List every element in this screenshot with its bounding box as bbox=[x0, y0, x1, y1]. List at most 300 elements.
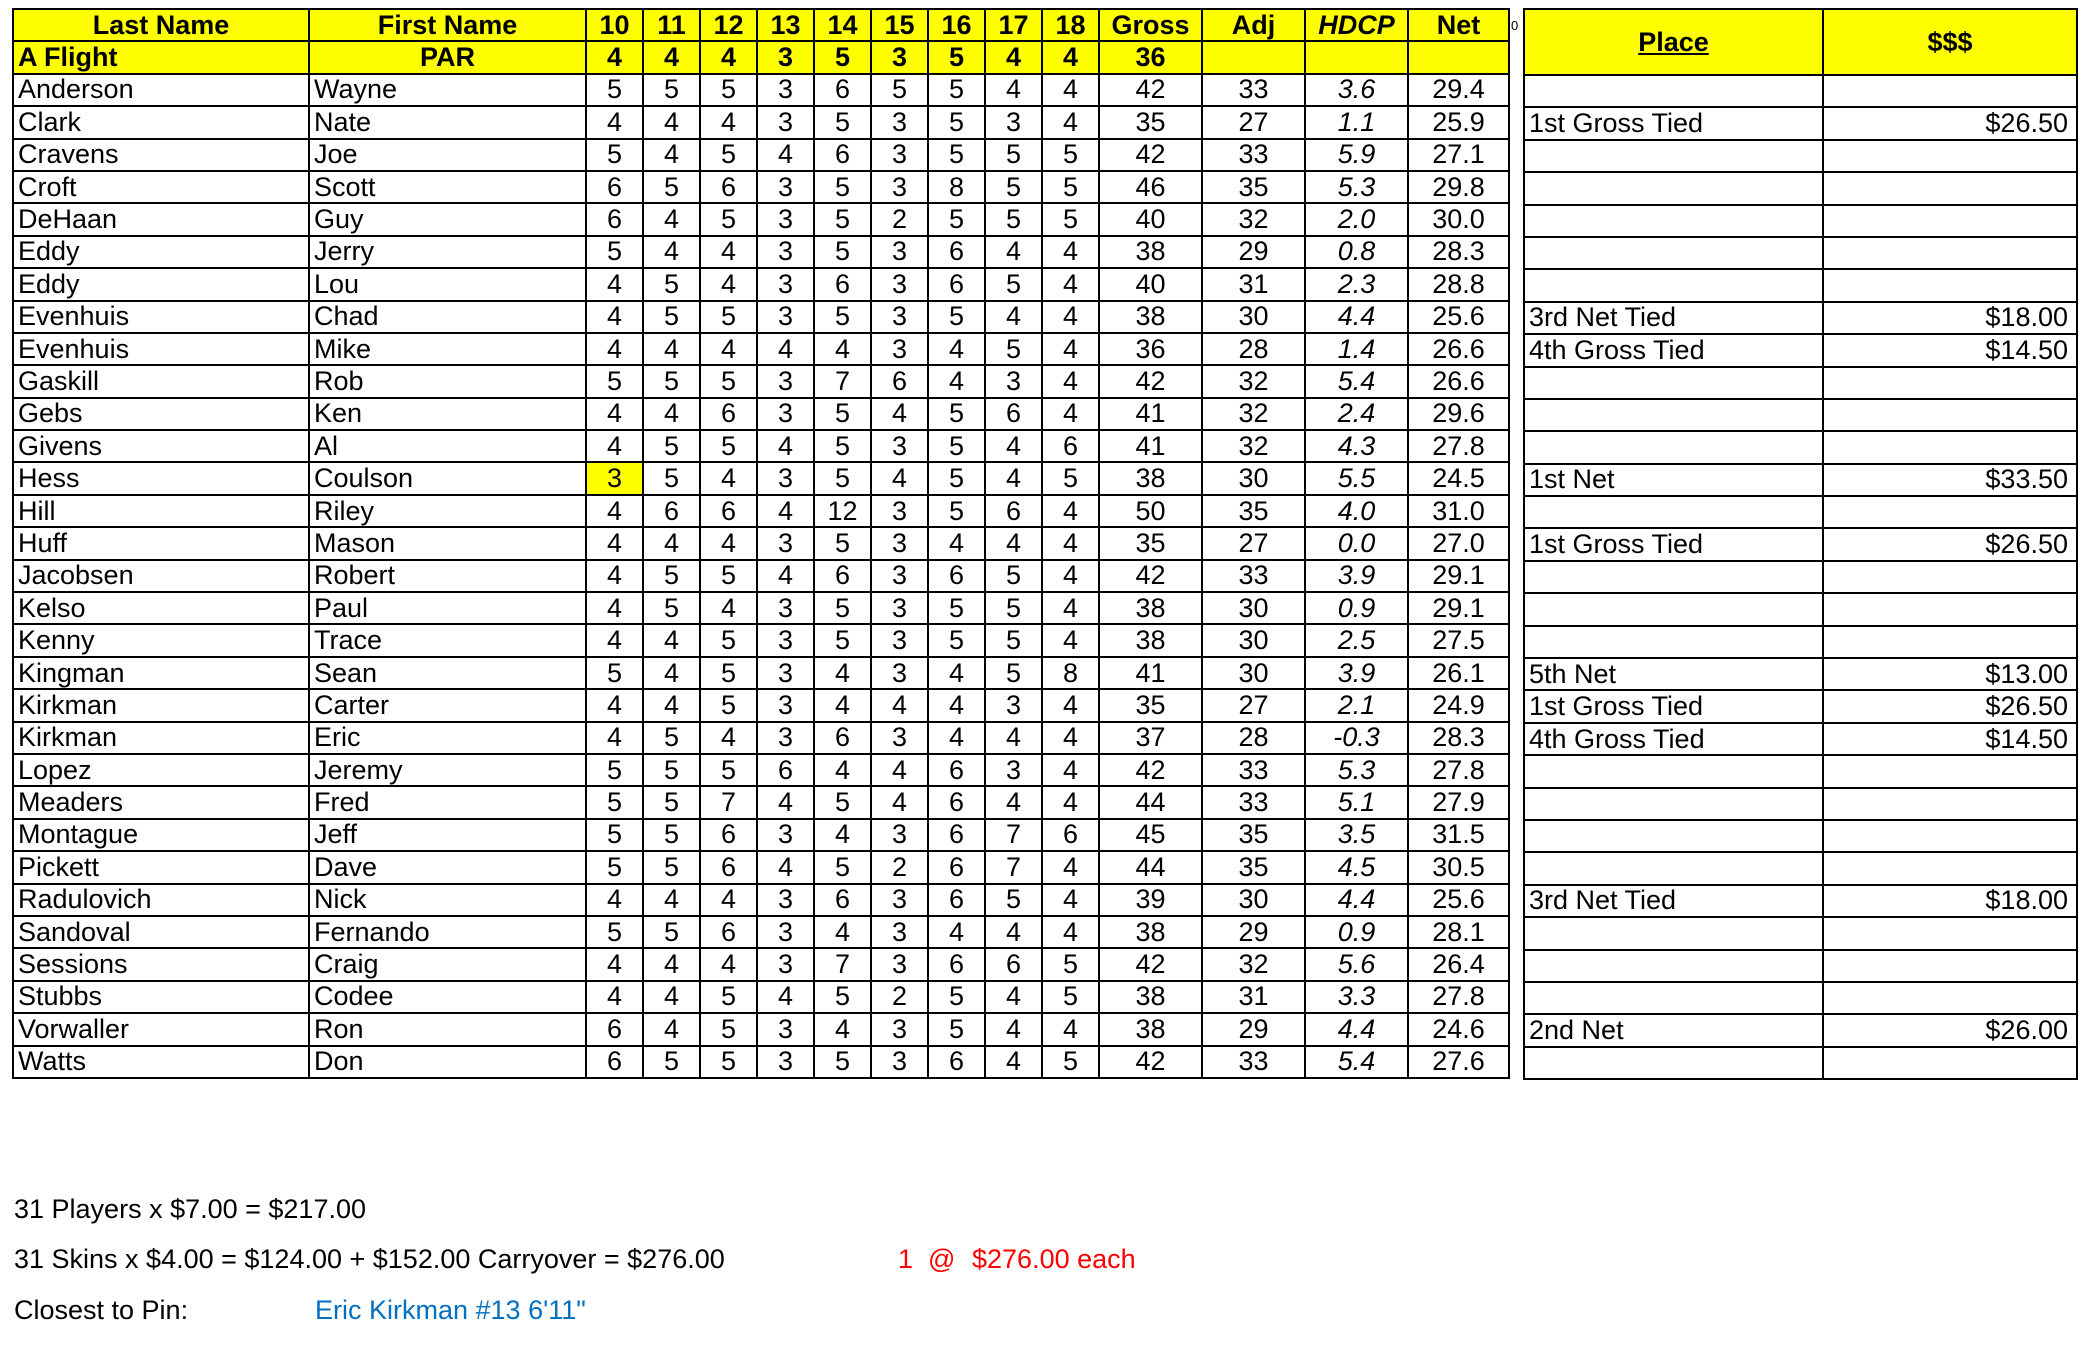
hole-score-cell: 5 bbox=[928, 592, 985, 624]
hole-score-cell: 4 bbox=[586, 430, 643, 462]
hole-score-cell: 6 bbox=[586, 203, 643, 235]
hole-score-cell: 3 bbox=[757, 624, 814, 656]
adj-cell: 27 bbox=[1202, 106, 1305, 138]
place-row bbox=[1524, 982, 2077, 1014]
place-row bbox=[1524, 593, 2077, 625]
hole-score-cell: 5 bbox=[1042, 981, 1099, 1013]
first-name-cell: Fernando bbox=[309, 916, 586, 948]
place-row bbox=[1524, 1047, 2077, 1079]
hole-score-cell: 5 bbox=[814, 851, 871, 883]
skins-payout: $276.00 each bbox=[972, 1244, 1136, 1274]
hdcp-cell: 3.9 bbox=[1305, 560, 1408, 592]
net-cell: 27.5 bbox=[1408, 624, 1509, 656]
hole-score-cell: 4 bbox=[1042, 301, 1099, 333]
hole-score-cell: 5 bbox=[643, 171, 700, 203]
par-value: 4 bbox=[1042, 41, 1099, 73]
net-cell: 29.6 bbox=[1408, 398, 1509, 430]
par-value: 5 bbox=[814, 41, 871, 73]
money-cell bbox=[1823, 1047, 2077, 1079]
place-row bbox=[1524, 399, 2077, 431]
hole-header: 17 bbox=[985, 9, 1042, 41]
hole-score-cell: 2 bbox=[871, 981, 928, 1013]
adj-cell: 27 bbox=[1202, 527, 1305, 559]
adj-cell: 28 bbox=[1202, 722, 1305, 754]
first-name-cell: Dave bbox=[309, 851, 586, 883]
money-cell: $26.50 bbox=[1823, 690, 2077, 722]
hole-score-cell: 6 bbox=[985, 398, 1042, 430]
hole-score-cell: 4 bbox=[757, 333, 814, 365]
hole-score-cell: 6 bbox=[700, 851, 757, 883]
hole-score-cell: 3 bbox=[871, 1046, 928, 1078]
hole-score-cell: 4 bbox=[757, 851, 814, 883]
place-header-row bbox=[1524, 9, 2077, 75]
hole-score-cell: 5 bbox=[643, 74, 700, 106]
adj-cell: 35 bbox=[1202, 819, 1305, 851]
hole-score-cell: 4 bbox=[871, 689, 928, 721]
par-value: 4 bbox=[643, 41, 700, 73]
player-row bbox=[13, 398, 1509, 430]
hole-score-cell: 8 bbox=[928, 171, 985, 203]
hole-score-cell: 3 bbox=[757, 171, 814, 203]
last-name-cell: Clark bbox=[13, 106, 309, 138]
gross-cell: 44 bbox=[1099, 786, 1202, 818]
hole-header: 13 bbox=[757, 9, 814, 41]
adj-header: Adj bbox=[1202, 9, 1305, 41]
hole-score-cell: 4 bbox=[586, 398, 643, 430]
hole-score-cell: 4 bbox=[700, 333, 757, 365]
net-cell: 27.6 bbox=[1408, 1046, 1509, 1078]
net-cell: 29.1 bbox=[1408, 592, 1509, 624]
money-cell bbox=[1823, 205, 2077, 237]
gross-cell: 35 bbox=[1099, 527, 1202, 559]
hole-score-cell: 7 bbox=[700, 786, 757, 818]
first-name-cell: Chad bbox=[309, 301, 586, 333]
hole-score-cell: 4 bbox=[700, 106, 757, 138]
player-row bbox=[13, 624, 1509, 656]
hole-score-cell: 5 bbox=[1042, 139, 1099, 171]
adj-cell: 29 bbox=[1202, 1013, 1305, 1045]
hole-score-cell: 5 bbox=[643, 560, 700, 592]
adj-cell: 33 bbox=[1202, 74, 1305, 106]
hole-score-cell: 3 bbox=[757, 948, 814, 980]
hole-score-cell: 5 bbox=[814, 592, 871, 624]
hole-score-cell: 3 bbox=[871, 916, 928, 948]
hole-score-cell: 5 bbox=[871, 74, 928, 106]
hole-score-cell: 3 bbox=[871, 268, 928, 300]
net-cell: 27.8 bbox=[1408, 981, 1509, 1013]
first-name-cell: Don bbox=[309, 1046, 586, 1078]
hole-score-cell: 4 bbox=[871, 462, 928, 494]
header-row bbox=[13, 9, 1509, 41]
place-cell bbox=[1524, 399, 1823, 431]
hole-score-cell: 6 bbox=[1042, 819, 1099, 851]
hole-score-cell: 5 bbox=[928, 624, 985, 656]
net-cell: 27.9 bbox=[1408, 786, 1509, 818]
hole-score-cell: 5 bbox=[1042, 203, 1099, 235]
player-row bbox=[13, 916, 1509, 948]
skins-at: @ bbox=[928, 1244, 956, 1274]
money-header: $$$ bbox=[1823, 9, 2077, 75]
place-cell bbox=[1524, 1047, 1823, 1079]
hole-score-cell: 5 bbox=[928, 1013, 985, 1045]
hole-score-cell: 5 bbox=[928, 106, 985, 138]
last-name-cell: Cravens bbox=[13, 139, 309, 171]
hole-score-cell: 4 bbox=[985, 786, 1042, 818]
first-name-cell: Riley bbox=[309, 495, 586, 527]
hole-score-cell: 3 bbox=[757, 884, 814, 916]
gross-cell: 37 bbox=[1099, 722, 1202, 754]
adj-cell: 32 bbox=[1202, 365, 1305, 397]
hdcp-cell: 5.3 bbox=[1305, 171, 1408, 203]
hdcp-cell: 4.0 bbox=[1305, 495, 1408, 527]
adj-cell: 35 bbox=[1202, 495, 1305, 527]
hole-score-cell: 4 bbox=[643, 657, 700, 689]
gross-cell: 38 bbox=[1099, 236, 1202, 268]
hole-score-cell: 4 bbox=[985, 916, 1042, 948]
money-cell: $33.50 bbox=[1823, 464, 2077, 496]
hole-score-cell: 5 bbox=[928, 495, 985, 527]
money-cell: $13.00 bbox=[1823, 658, 2077, 690]
hole-score-cell: 4 bbox=[700, 268, 757, 300]
last-name-cell: DeHaan bbox=[13, 203, 309, 235]
hole-score-cell: 4 bbox=[586, 560, 643, 592]
place-row bbox=[1524, 302, 2077, 334]
player-row bbox=[13, 1046, 1509, 1078]
player-row bbox=[13, 462, 1509, 494]
hdcp-header: HDCP bbox=[1305, 9, 1408, 41]
hdcp-cell: 4.3 bbox=[1305, 430, 1408, 462]
hole-score-cell: 5 bbox=[700, 301, 757, 333]
place-cell bbox=[1524, 140, 1823, 172]
net-cell: 26.1 bbox=[1408, 657, 1509, 689]
hdcp-cell: 5.4 bbox=[1305, 1046, 1408, 1078]
adj-cell: 32 bbox=[1202, 398, 1305, 430]
hole-score-cell: 4 bbox=[586, 948, 643, 980]
hole-score-cell: 4 bbox=[1042, 106, 1099, 138]
hole-score-cell: 4 bbox=[814, 333, 871, 365]
hole-score-cell: 5 bbox=[700, 657, 757, 689]
last-name-cell: Kirkman bbox=[13, 722, 309, 754]
place-cell: 3rd Net Tied bbox=[1524, 885, 1823, 917]
hole-score-cell: 4 bbox=[586, 722, 643, 754]
money-cell bbox=[1823, 140, 2077, 172]
hole-score-cell: 5 bbox=[586, 365, 643, 397]
gross-cell: 40 bbox=[1099, 268, 1202, 300]
par-value: 4 bbox=[700, 41, 757, 73]
gross-cell: 39 bbox=[1099, 884, 1202, 916]
net-cell: 28.3 bbox=[1408, 236, 1509, 268]
money-cell bbox=[1823, 561, 2077, 593]
net-cell: 24.9 bbox=[1408, 689, 1509, 721]
last-name-cell: Anderson bbox=[13, 74, 309, 106]
place-row bbox=[1524, 950, 2077, 982]
hole-score-cell: 4 bbox=[586, 495, 643, 527]
hole-score-cell: 2 bbox=[871, 203, 928, 235]
hole-score-cell: 3 bbox=[757, 819, 814, 851]
hole-score-cell: 4 bbox=[1042, 74, 1099, 106]
hole-score-cell: 5 bbox=[700, 74, 757, 106]
place-cell bbox=[1524, 496, 1823, 528]
hole-score-cell: 7 bbox=[985, 851, 1042, 883]
hole-score-cell: 6 bbox=[928, 236, 985, 268]
hole-score-cell: 5 bbox=[700, 981, 757, 1013]
net-cell: 28.3 bbox=[1408, 722, 1509, 754]
place-row bbox=[1524, 367, 2077, 399]
hole-score-cell: 6 bbox=[814, 74, 871, 106]
first-name-cell: Nate bbox=[309, 106, 586, 138]
hole-score-cell: 6 bbox=[985, 495, 1042, 527]
hole-score-cell: 4 bbox=[700, 722, 757, 754]
hole-score-cell: 5 bbox=[928, 981, 985, 1013]
last-name-cell: Kelso bbox=[13, 592, 309, 624]
hole-score-cell: 4 bbox=[586, 268, 643, 300]
hole-score-cell: 5 bbox=[1042, 462, 1099, 494]
net-cell: 31.5 bbox=[1408, 819, 1509, 851]
hole-score-cell: 3 bbox=[871, 495, 928, 527]
net-cell: 28.1 bbox=[1408, 916, 1509, 948]
place-cell bbox=[1524, 917, 1823, 949]
hole-score-cell: 4 bbox=[871, 398, 928, 430]
hole-score-cell: 4 bbox=[928, 916, 985, 948]
hole-score-cell: 4 bbox=[1042, 786, 1099, 818]
hole-score-cell: 4 bbox=[586, 333, 643, 365]
hole-score-cell: 6 bbox=[928, 268, 985, 300]
hole-score-cell: 3 bbox=[757, 301, 814, 333]
hole-score-cell: 3 bbox=[871, 624, 928, 656]
last-name-cell: Evenhuis bbox=[13, 333, 309, 365]
gross-cell: 35 bbox=[1099, 689, 1202, 721]
player-row bbox=[13, 560, 1509, 592]
hole-score-cell: 5 bbox=[700, 560, 757, 592]
hole-score-cell: 4 bbox=[814, 819, 871, 851]
last-name-cell: Huff bbox=[13, 527, 309, 559]
hdcp-cell: 4.4 bbox=[1305, 301, 1408, 333]
player-row bbox=[13, 884, 1509, 916]
player-row bbox=[13, 203, 1509, 235]
hdcp-cell: 3.9 bbox=[1305, 657, 1408, 689]
place-row bbox=[1524, 237, 2077, 269]
hole-score-cell: 4 bbox=[757, 981, 814, 1013]
player-row bbox=[13, 657, 1509, 689]
place-row bbox=[1524, 140, 2077, 172]
place-cell: 1st Gross Tied bbox=[1524, 528, 1823, 560]
last-name-cell: Hill bbox=[13, 495, 309, 527]
place-row bbox=[1524, 334, 2077, 366]
last-name-cell: Pickett bbox=[13, 851, 309, 883]
hole-score-cell: 4 bbox=[928, 689, 985, 721]
hole-score-cell: 4 bbox=[643, 689, 700, 721]
hole-score-cell: 3 bbox=[586, 462, 643, 494]
hole-score-cell: 3 bbox=[871, 106, 928, 138]
first-name-cell: Carter bbox=[309, 689, 586, 721]
last-name-cell: Croft bbox=[13, 171, 309, 203]
gross-cell: 42 bbox=[1099, 1046, 1202, 1078]
hole-score-cell: 6 bbox=[928, 560, 985, 592]
adj-cell: 28 bbox=[1202, 333, 1305, 365]
par-value: 5 bbox=[928, 41, 985, 73]
last-name-cell: Radulovich bbox=[13, 884, 309, 916]
hole-score-cell: 5 bbox=[985, 171, 1042, 203]
hdcp-cell: 5.9 bbox=[1305, 139, 1408, 171]
money-cell: $26.50 bbox=[1823, 107, 2077, 139]
adj-cell: 31 bbox=[1202, 268, 1305, 300]
place-row bbox=[1524, 658, 2077, 690]
last-name-cell: Givens bbox=[13, 430, 309, 462]
money-cell bbox=[1823, 172, 2077, 204]
last-name-cell: Sessions bbox=[13, 948, 309, 980]
net-cell: 30.0 bbox=[1408, 203, 1509, 235]
hole-score-cell: 3 bbox=[757, 268, 814, 300]
hole-score-cell: 4 bbox=[643, 139, 700, 171]
first-name-cell: Coulson bbox=[309, 462, 586, 494]
hole-score-cell: 3 bbox=[985, 689, 1042, 721]
hole-score-cell: 5 bbox=[643, 301, 700, 333]
money-cell bbox=[1823, 367, 2077, 399]
hole-score-cell: 4 bbox=[1042, 365, 1099, 397]
gross-cell: 46 bbox=[1099, 171, 1202, 203]
hole-score-cell: 5 bbox=[586, 819, 643, 851]
place-cell: 1st Gross Tied bbox=[1524, 107, 1823, 139]
net-cell: 30.5 bbox=[1408, 851, 1509, 883]
hole-score-cell: 5 bbox=[928, 74, 985, 106]
money-cell bbox=[1823, 269, 2077, 301]
hdcp-cell: 5.3 bbox=[1305, 754, 1408, 786]
hole-score-cell: 5 bbox=[1042, 1046, 1099, 1078]
adj-cell: 29 bbox=[1202, 236, 1305, 268]
hole-score-cell: 4 bbox=[586, 624, 643, 656]
hole-score-cell: 4 bbox=[1042, 1013, 1099, 1045]
place-cell bbox=[1524, 950, 1823, 982]
place-cell bbox=[1524, 237, 1823, 269]
place-cell bbox=[1524, 626, 1823, 658]
player-row bbox=[13, 333, 1509, 365]
flight-label: A Flight bbox=[13, 41, 309, 73]
par-value: 4 bbox=[985, 41, 1042, 73]
adj-cell: 33 bbox=[1202, 786, 1305, 818]
last-name-cell: Eddy bbox=[13, 268, 309, 300]
hole-score-cell: 4 bbox=[700, 884, 757, 916]
hole-score-cell: 4 bbox=[985, 722, 1042, 754]
hdcp-cell: 3.6 bbox=[1305, 74, 1408, 106]
player-row bbox=[13, 786, 1509, 818]
hole-score-cell: 7 bbox=[814, 948, 871, 980]
hole-score-cell: 5 bbox=[643, 722, 700, 754]
hole-score-cell: 4 bbox=[928, 333, 985, 365]
money-cell bbox=[1823, 75, 2077, 107]
hole-score-cell: 3 bbox=[757, 527, 814, 559]
place-row bbox=[1524, 464, 2077, 496]
money-cell bbox=[1823, 496, 2077, 528]
hole-score-cell: 4 bbox=[700, 527, 757, 559]
hole-score-cell: 5 bbox=[700, 139, 757, 171]
money-cell: $14.50 bbox=[1823, 334, 2077, 366]
hole-score-cell: 4 bbox=[1042, 527, 1099, 559]
hole-score-cell: 5 bbox=[700, 754, 757, 786]
hole-score-cell: 5 bbox=[643, 851, 700, 883]
hole-score-cell: 5 bbox=[814, 1046, 871, 1078]
hole-score-cell: 6 bbox=[1042, 430, 1099, 462]
hole-score-cell: 4 bbox=[643, 1013, 700, 1045]
player-row bbox=[13, 527, 1509, 559]
player-row bbox=[13, 236, 1509, 268]
gross-cell: 38 bbox=[1099, 1013, 1202, 1045]
net-cell: 27.0 bbox=[1408, 527, 1509, 559]
place-row bbox=[1524, 917, 2077, 949]
hole-score-cell: 3 bbox=[871, 819, 928, 851]
first-name-cell: Paul bbox=[309, 592, 586, 624]
adj-cell: 30 bbox=[1202, 657, 1305, 689]
hdcp-cell: 0.9 bbox=[1305, 916, 1408, 948]
net-cell: 31.0 bbox=[1408, 495, 1509, 527]
hdcp-cell: 2.4 bbox=[1305, 398, 1408, 430]
net-cell: 26.6 bbox=[1408, 333, 1509, 365]
hole-score-cell: 5 bbox=[928, 430, 985, 462]
hole-score-cell: 5 bbox=[814, 236, 871, 268]
player-row bbox=[13, 592, 1509, 624]
hole-score-cell: 5 bbox=[700, 365, 757, 397]
hole-score-cell: 5 bbox=[643, 462, 700, 494]
gross-cell: 38 bbox=[1099, 592, 1202, 624]
hole-score-cell: 3 bbox=[985, 106, 1042, 138]
hole-score-cell: 5 bbox=[643, 819, 700, 851]
money-cell: $18.00 bbox=[1823, 302, 2077, 334]
hole-score-cell: 4 bbox=[871, 786, 928, 818]
place-cell bbox=[1524, 172, 1823, 204]
hole-score-cell: 7 bbox=[814, 365, 871, 397]
hole-score-cell: 3 bbox=[871, 657, 928, 689]
place-row bbox=[1524, 75, 2077, 107]
player-row bbox=[13, 171, 1509, 203]
hole-score-cell: 4 bbox=[643, 398, 700, 430]
hdcp-cell: 2.3 bbox=[1305, 268, 1408, 300]
first-name-cell: Joe bbox=[309, 139, 586, 171]
place-row bbox=[1524, 723, 2077, 755]
first-name-cell: Rob bbox=[309, 365, 586, 397]
hole-score-cell: 4 bbox=[814, 1013, 871, 1045]
place-row bbox=[1524, 107, 2077, 139]
hole-score-cell: 6 bbox=[814, 722, 871, 754]
hole-score-cell: 6 bbox=[928, 1046, 985, 1078]
money-cell bbox=[1823, 755, 2077, 787]
adj-cell: 33 bbox=[1202, 754, 1305, 786]
hole-score-cell: 3 bbox=[985, 365, 1042, 397]
first-name-cell: Trace bbox=[309, 624, 586, 656]
adj-cell: 30 bbox=[1202, 462, 1305, 494]
hole-score-cell: 4 bbox=[1042, 592, 1099, 624]
hole-score-cell: 5 bbox=[1042, 171, 1099, 203]
last-name-cell: Montague bbox=[13, 819, 309, 851]
hdcp-cell: 5.1 bbox=[1305, 786, 1408, 818]
net-cell: 28.8 bbox=[1408, 268, 1509, 300]
place-cell bbox=[1524, 755, 1823, 787]
money-cell: $26.00 bbox=[1823, 1014, 2077, 1046]
player-row bbox=[13, 139, 1509, 171]
player-row bbox=[13, 106, 1509, 138]
adj-cell: 33 bbox=[1202, 1046, 1305, 1078]
hole-header: 14 bbox=[814, 9, 871, 41]
hole-score-cell: 6 bbox=[700, 398, 757, 430]
place-cell bbox=[1524, 269, 1823, 301]
par-net-empty bbox=[1408, 41, 1509, 73]
adj-cell: 30 bbox=[1202, 592, 1305, 624]
hole-score-cell: 5 bbox=[985, 624, 1042, 656]
first-name-cell: Ron bbox=[309, 1013, 586, 1045]
hole-score-cell: 5 bbox=[985, 884, 1042, 916]
hole-score-cell: 5 bbox=[985, 139, 1042, 171]
hole-score-cell: 4 bbox=[814, 916, 871, 948]
place-cell bbox=[1524, 852, 1823, 884]
hole-header: 18 bbox=[1042, 9, 1099, 41]
